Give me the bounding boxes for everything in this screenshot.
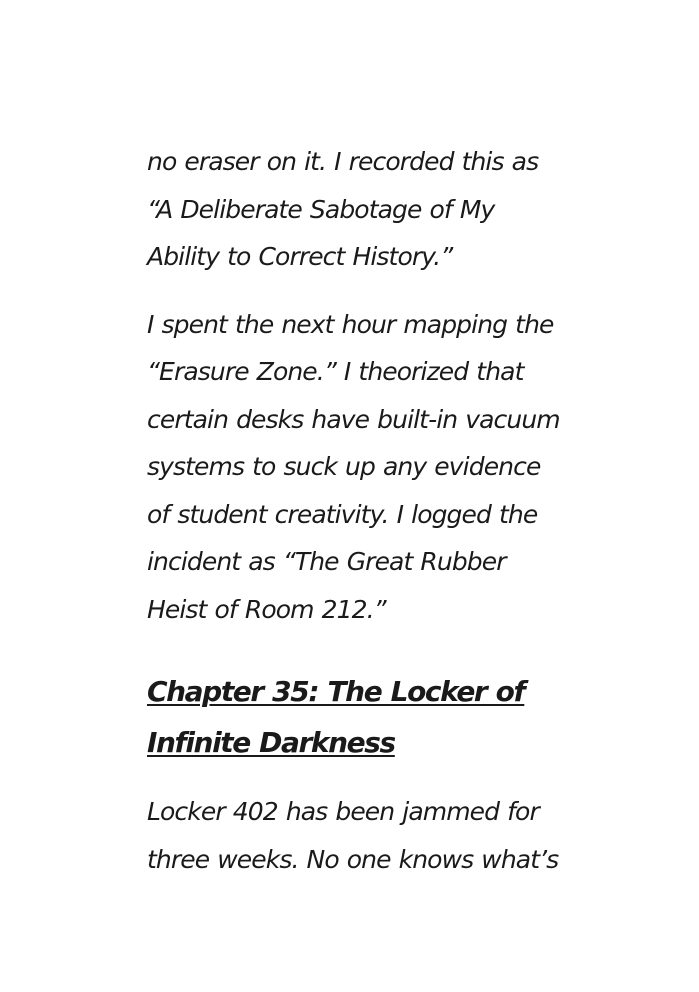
chapter-heading: Chapter 35: The Locker of Infinite Darkness	[147, 675, 525, 759]
paragraph-locker-402: Locker 402 has been jammed for three weeks. No one knows what’s	[147, 797, 559, 874]
paragraph-eraser-note: no eraser on it. I recorded this as “A Deliberate Sabotage of My Ability to Correct History.”	[147, 147, 539, 271]
page-content	[147, 138, 567, 883]
paragraph-erasure-zone: I spent the next hour mapping the “Erasure Zone.” I theorized that certain desks have built-in vacuum systems to suck up any evidence of student creativity. I logged the incident as “The Great Rubber Heist of Room 212.”	[147, 309, 560, 624]
